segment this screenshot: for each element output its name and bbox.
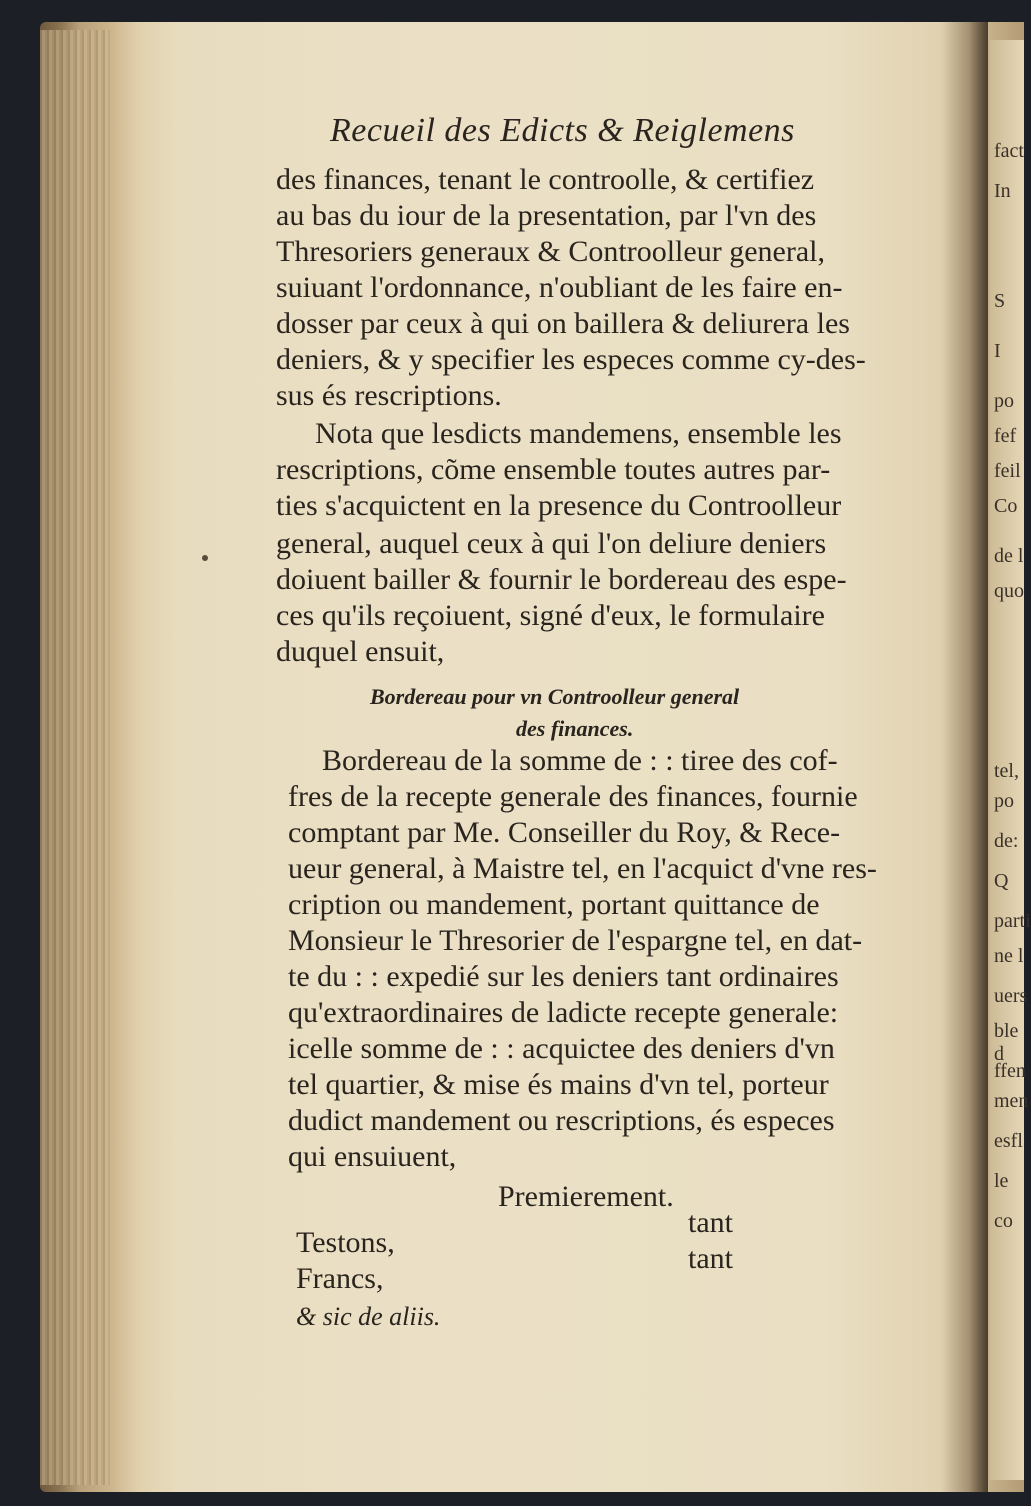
edge-fragment: ffen: [994, 1060, 1026, 1082]
text-line: icelle somme de : : acquictee des deniers d'vn: [288, 1032, 835, 1065]
edge-fragment: uers: [994, 985, 1028, 1007]
text-line: duquel ensuit,: [276, 635, 445, 668]
text-line: ueur general, à Maistre tel, en l'acquict d'vne res-: [288, 852, 877, 885]
edge-fragment: esfl: [994, 1130, 1023, 1152]
subheading-line: Bordereau pour vn Controolleur general: [370, 684, 740, 709]
text-line: sus és rescriptions.: [276, 379, 502, 412]
premierement-heading: Premierement.: [498, 1180, 674, 1213]
text-line: qui ensuiuent,: [288, 1140, 457, 1173]
edge-fragment: le: [994, 1170, 1009, 1192]
text-line: ties s'acquictent en la presence du Controolleur: [276, 489, 842, 522]
text-line: fres de la recepte generale des finances, fournie: [288, 780, 858, 813]
edge-fragment: co: [994, 1210, 1013, 1232]
text-line: comptant par Me. Conseiller du Roy, & Rece-: [288, 816, 841, 849]
text-line: cription ou mandement, portant quittance de: [288, 888, 820, 921]
edge-fragment: po: [994, 790, 1014, 812]
edge-fragment: Co: [994, 495, 1018, 517]
edge-fragment: I: [994, 340, 1001, 362]
edge-fragment: fact: [994, 140, 1024, 162]
subheading-line: des finances.: [516, 716, 634, 741]
running-header: Recueil des Edicts & Reiglemens: [330, 112, 795, 149]
edge-fragment: men: [994, 1090, 1029, 1112]
edge-fragment: In: [994, 180, 1011, 202]
item-value: tant: [688, 1206, 733, 1239]
text-line: au bas du iour de la presentation, par l'vn des: [276, 199, 817, 232]
text-line: te du : : expedié sur les deniers tant ordinaires: [288, 960, 839, 993]
text-line: des finances, tenant le controolle, & certifiez: [276, 163, 815, 196]
text-line: general, auquel ceux à qui l'on deliure deniers: [276, 527, 827, 560]
edge-fragment: feil: [994, 460, 1021, 482]
edge-fragment: ble d: [994, 1020, 1019, 1065]
edge-fragment: de:: [994, 830, 1019, 852]
edge-fragment: ne l: [994, 945, 1024, 967]
ink-spot: [202, 555, 208, 561]
text-line: Thresoriers generaux & Controolleur general,: [276, 235, 825, 268]
item-name: Testons,: [296, 1226, 395, 1259]
edge-fragment: parti: [994, 910, 1031, 932]
item-name: Francs,: [296, 1262, 384, 1295]
text-line: rescriptions, cõme ensemble toutes autres par-: [276, 453, 831, 486]
edge-fragment: po: [994, 390, 1014, 412]
text-line: tel quartier, & mise és mains d'vn tel, porteur: [288, 1068, 829, 1101]
text-line: doiuent bailler & fournir le bordereau des espe-: [276, 563, 847, 596]
edge-fragment: quo: [994, 580, 1024, 602]
edge-fragment: Q: [994, 870, 1009, 892]
text-line: qu'extraordinaires de ladicte recepte generale:: [288, 996, 839, 1029]
text-line: Nota que lesdicts mandemens, ensemble les: [315, 417, 842, 450]
text-line: dudict mandement ou rescriptions, és especes: [288, 1104, 835, 1137]
item-value: tant: [688, 1242, 733, 1275]
edge-fragment: fef: [994, 425, 1017, 447]
text-line: dosser par ceux à qui on baillera & deliurera les: [276, 307, 850, 340]
text-line: suiuant l'ordonnance, n'oubliant de les faire en-: [276, 271, 843, 304]
text-line: Monsieur le Thresorier de l'espargne tel, en dat-: [288, 924, 863, 957]
text-line: ces qu'ils reçoiuent, signé d'eux, le formulaire: [276, 599, 825, 632]
text-line: deniers, & y specifier les especes comme cy-des-: [276, 343, 866, 376]
text-line: Bordereau de la somme de : : tiree des cof-: [322, 744, 838, 777]
edge-fragment: tel,: [994, 760, 1019, 782]
edge-fragment: de l: [994, 545, 1024, 567]
closing-line: & sic de aliis.: [296, 1302, 441, 1331]
edge-fragment: S: [994, 290, 1006, 312]
